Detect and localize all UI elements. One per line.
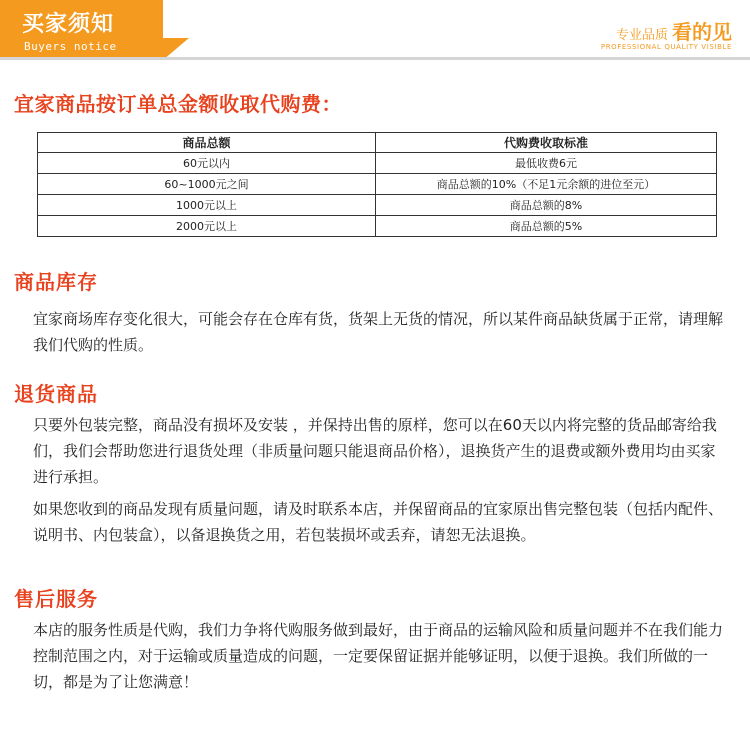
brand-slogan-en: PROFESSIONAL QUALITY VISIBLE — [600, 43, 732, 51]
brand-slogan-big: 看的见 — [672, 20, 732, 44]
table-header-cell: 代购费收取标准 — [376, 133, 717, 153]
table-cell: 1000元以上 — [38, 195, 376, 216]
header-title: 买家须知 — [22, 12, 115, 37]
table-cell: 商品总额的10%（不足1元余额的进位至元） — [376, 174, 717, 195]
header-subtitle: Buyers notice — [24, 40, 117, 53]
table-row — [38, 216, 717, 237]
stock-paragraph: 宜家商场库存变化很大，可能会存在仓库有货，货架上无货的情况，所以某件商品缺货属于正常，请理解我们代购的性质。 — [33, 310, 724, 354]
section-title-stock: 商品库存 — [14, 270, 98, 294]
brand-slogan — [601, 16, 732, 51]
table-header-row — [38, 133, 717, 153]
section-title-returns: 退货商品 — [14, 382, 98, 406]
table-header-cell: 商品总额 — [38, 133, 376, 153]
table-cell: 最低收费6元 — [376, 153, 717, 174]
fee-table — [37, 132, 717, 237]
returns-paragraph-2: 如果您收到的商品发现有质量问题，请及时联系本店，并保留商品的宜家原出售完整包装（包括内配件、说明书、内包装盒），以备退换货之用，若包装损坏或丢弃，请恕无法退换。 — [33, 500, 724, 544]
table-cell: 商品总额的5% — [376, 216, 717, 237]
returns-paragraph-1: 只要外包装完整，商品没有损坏及安装 ，并保持出售的原样，您可以在60天以内将完整的货品邮寄给我们，我们会帮助您进行退货处理（非质量问题只能退商品价格），退换货产生的退费或额外费用均由买家进行承担。 — [33, 416, 717, 486]
fee-heading: 宜家商品按订单总金额收取代购费： — [14, 92, 342, 116]
table-row — [38, 174, 717, 195]
table-cell: 2000元以上 — [38, 216, 376, 237]
aftersales-paragraph: 本店的服务性质是代购，我们力争将代购服务做到最好，由于商品的运输风险和质量问题并不在我们能力控制范围之内，对于运输或质量造成的问题，一定要保留证据并能够证明，以便于退换。我们所做的一切，都是为了让您满意！ — [33, 621, 724, 691]
table-cell: 60元以内 — [38, 153, 376, 174]
brand-slogan-cn: 专业品质 — [615, 28, 668, 43]
table-cell: 商品总额的8% — [376, 195, 717, 216]
section-title-aftersales: 售后服务 — [14, 587, 98, 611]
table-row — [38, 153, 717, 174]
header-divider — [0, 57, 750, 60]
header-tab — [0, 0, 163, 60]
table-row — [38, 195, 717, 216]
table-cell: 60~1000元之间 — [38, 174, 376, 195]
